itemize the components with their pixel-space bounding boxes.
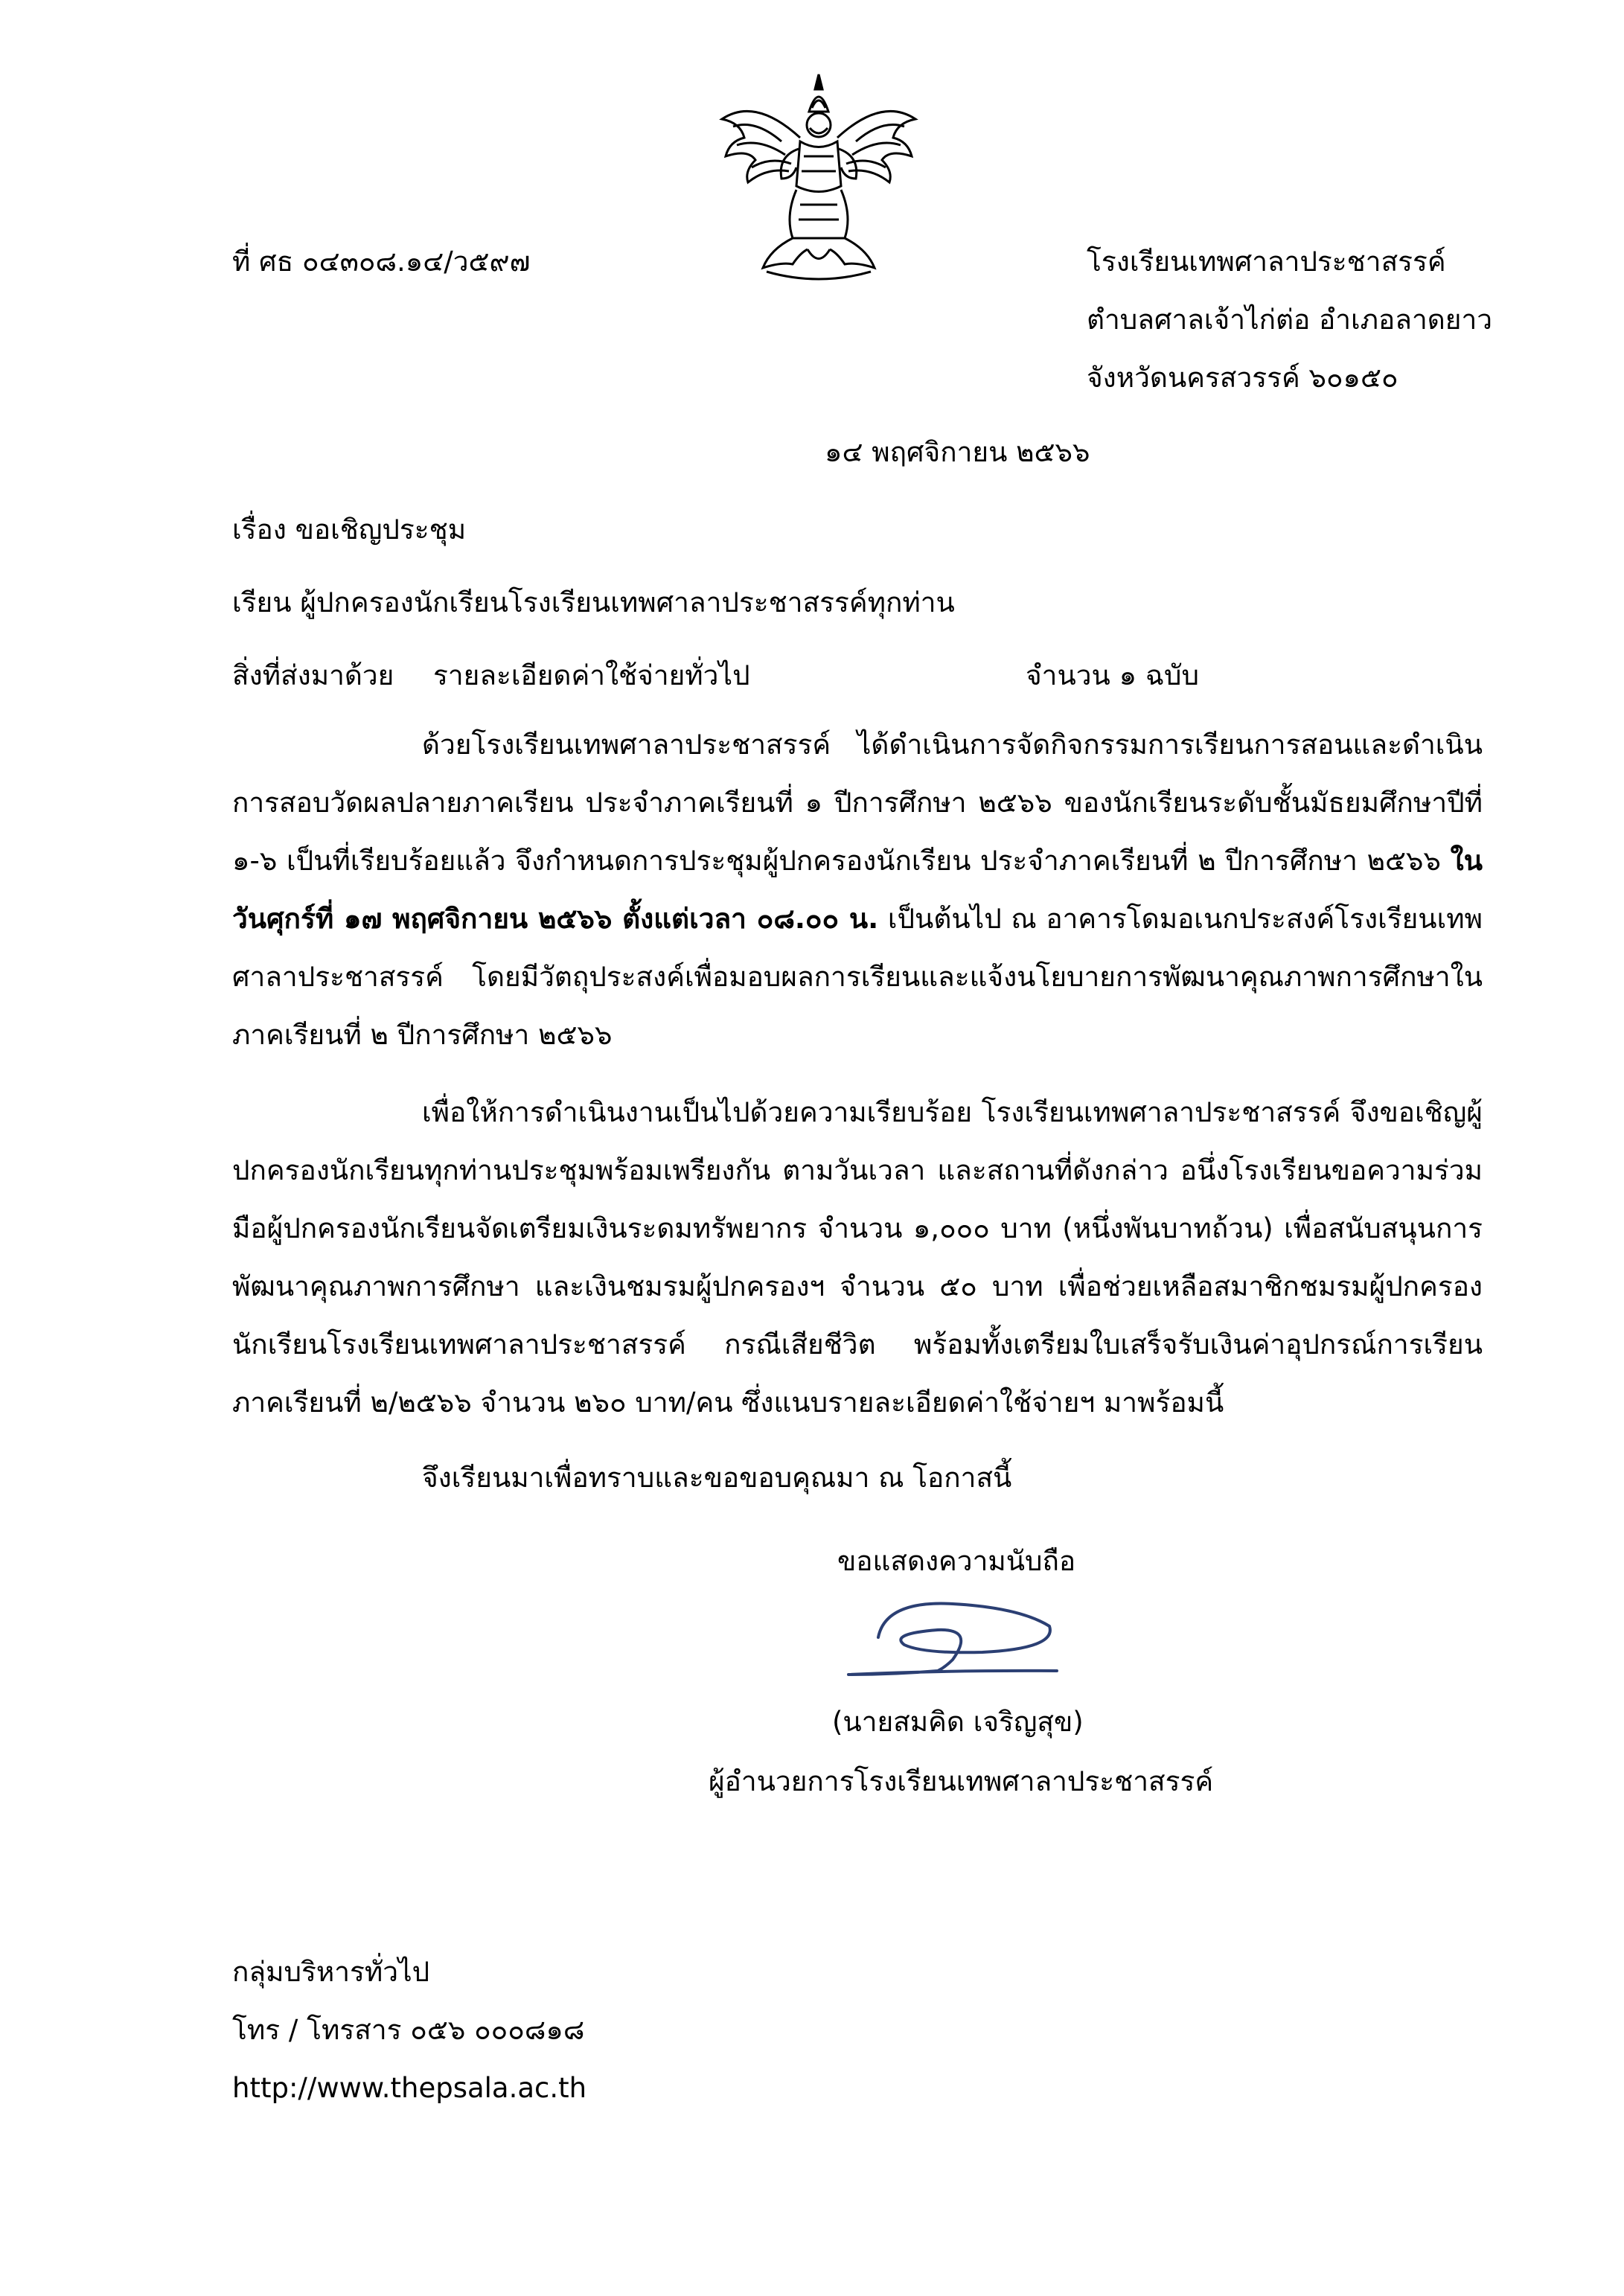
- paragraph-1: [232, 716, 1483, 1064]
- paragraph-1-part1: ด้วยโรงเรียนเทพศาลาประชาสรรค์ ได้ดำเนินการจัดกิจกรรมการเรียนการสอนและดำเนินการสอบวัดผลปลายภาคเรียน ประจำภาคเรียนที่ ๑ ปีการศึกษา ๒๕๖๖ ของนักเรียนระดับชั้นมัธยมศึกษาปีที่ ๑-๖ เป็นที่เรียบร้อยแล้ว จึงกำหนดการประชุมผู้ปกครองนักเรียน ประจำภาคเรียนที่ ๒ ปีการศึกษา ๒๕๖๖: [232, 729, 1483, 877]
- footer-department: กลุ่มบริหารทั่วไป: [232, 1956, 430, 1988]
- sender-address-line1: ตำบลศาลเจ้าไก่ต่อ อำเภอลาดยาว: [1087, 304, 1492, 336]
- signer-title: ผู้อำนวยการโรงเรียนเทพศาลาประชาสรรค์: [709, 1765, 1214, 1797]
- sender-school: โรงเรียนเทพศาลาประชาสรรค์: [1087, 246, 1446, 278]
- signature: [834, 1593, 1072, 1682]
- enclosure-item: รายละเอียดค่าใช้จ่ายทั่วไป: [433, 659, 750, 691]
- paragraph-1-part2: เป็นต้นไป ณ อาคารโดมอเนกประสงค์โรงเรียนเทพศาลาประชาสรรค์ โดยมีวัตถุประสงค์เพื่อมอบผลการเรียนและแจ้งนโยบายการพัฒนาคุณภาพการศึกษาในภาคเรียนที่ ๒ ปีการศึกษา ๒๕๖๖: [232, 903, 1483, 1051]
- closing-salutation: ขอแสดงความนับถือ: [837, 1545, 1076, 1577]
- subject-line: เรื่อง ขอเชิญประชุม: [232, 514, 467, 546]
- paragraph-2: เพื่อให้การดำเนินงานเป็นไปด้วยความเรียบร้อย โรงเรียนเทพศาลาประชาสรรค์ จึงขอเชิญผู้ปกครองนักเรียนทุกท่านประชุมพร้อมเพรียงกัน ตามวันเวลา และสถานที่ดังกล่าว อนึ่งโรงเรียนขอความร่วมมือผู้ปกครองนักเรียนจัดเตรียมเงินระดมทรัพยากร จำนวน ๑,๐๐๐ บาท (หนึ่งพันบาทถ้วน) เพื่อสนับสนุนการพัฒนาคุณภาพการศึกษา และเงินชมรมผู้ปกครองฯ จำนวน ๕๐ บาท เพื่อช่วยเหลือสมาชิกชมรมผู้ปกครองนักเรียนโรงเรียนเทพศาลาประชาสรรค์ กรณีเสียชีวิต พร้อมทั้งเตรียมใบเสร็จรับเงินค่าอุปกรณ์การเรียน ภาคเรียนที่ ๒/๒๕๖๖ จำนวน ๒๖๐ บาท/คน ซึ่งแนบรายละเอียดค่าใช้จ่ายฯ มาพร้อมนี้: [232, 1096, 1483, 1419]
- paragraph-1-meeting-date: ในวันศุกร์ที่ ๑๗ พฤศจิกายน ๒๕๖๖ ตั้งแต่เวลา ๐๘.๐๐ น.: [232, 845, 1483, 935]
- footer-phone: โทร / โทรสาร ๐๕๖ ๐๐๐๘๑๘: [232, 2014, 585, 2046]
- paragraph-3: จึงเรียนมาเพื่อทราบและขอขอบคุณมา ณ โอกาสนี้: [422, 1462, 1012, 1494]
- signer-name: (นายสมคิด เจริญสุข): [832, 1706, 1084, 1738]
- enclosure-label: สิ่งที่ส่งมาด้วย: [232, 659, 394, 691]
- footer-website[interactable]: http://www.thepsala.ac.th: [232, 2072, 587, 2104]
- garuda-emblem-icon: [711, 67, 927, 290]
- enclosure-quantity: จำนวน ๑ ฉบับ: [1026, 659, 1200, 691]
- letter-date: ๑๔ พฤศจิกายน ๒๕๖๖: [825, 436, 1090, 468]
- sender-address-line2: จังหวัดนครสวรรค์ ๖๐๑๕๐: [1087, 362, 1398, 394]
- reference-number: ที่ ศธ ๐๔๓๐๘.๑๔/ว๕๙๗: [232, 246, 531, 278]
- recipient-line: เรียน ผู้ปกครองนักเรียนโรงเรียนเทพศาลาประชาสรรค์ทุกท่าน: [232, 586, 955, 618]
